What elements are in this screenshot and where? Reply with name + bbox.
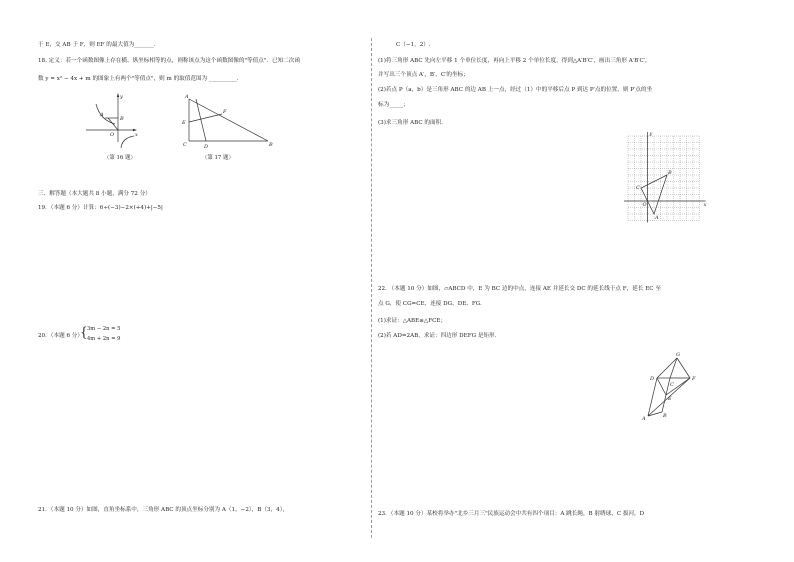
- q21-part3: (3)求三角形 ABC 的面积.: [378, 120, 443, 126]
- fig16-caption: （第 16 题）: [104, 155, 136, 161]
- figure-16: [82, 92, 142, 154]
- fig22-label-b: B: [663, 413, 667, 419]
- fig16-label-o: O: [110, 132, 115, 138]
- q23-text: 23．（本题 10 分）某校将举办"北乡三月三"民族运动会中共有四个项目：A 跳长绳，B 射绣球，C 拔河，D: [378, 511, 645, 517]
- fig16-x-arrow: [133, 129, 137, 131]
- fig22-label-d: D: [650, 376, 655, 382]
- fig22-segment-gf: [677, 358, 690, 378]
- fig16-curve-right: [121, 136, 134, 148]
- fig17-label-f: F: [223, 109, 227, 115]
- fig22-label-a: A: [642, 416, 646, 422]
- fig22-label-f: F: [692, 376, 696, 382]
- fig16-segment-oa: [108, 118, 118, 130]
- q18-line2: 数 y = x² − 4x + m 的图象上有两个"等值点"，则 m 的取值范围为 __________.: [38, 76, 239, 82]
- fig16-label-x: x: [135, 132, 138, 138]
- q20-brace: {: [80, 324, 88, 340]
- grid-label-b: B: [668, 170, 672, 176]
- section-3-heading: 三、解答题（本大题共 8 小题，满分 72 分）: [38, 191, 151, 197]
- q20-eq1: 3m − 2n = 5: [87, 326, 121, 332]
- grid-label-x: x: [703, 202, 707, 208]
- q22-part1: (1)求证：△ABE≌△FCE；: [378, 318, 447, 324]
- q21-part2-line2: 标为_____；: [378, 102, 409, 108]
- q22-part2: (2)若 AD=2AB，求证：四边形 DEFG 是矩形.: [378, 333, 497, 339]
- figure-22: [640, 350, 704, 420]
- q22-line2: 点 G，使 CG=CE，连接 DG、DE、FG.: [378, 301, 482, 307]
- q21-text: 21．（本题 10 分）如图，直角坐标系中，三角形 ABC 的顶点坐标分别为 A（1，−2），B（3，4），: [38, 507, 289, 513]
- q18-line1: 18. 定义：若一个函数图像上存在横、纵坐标相等的点，则称该点为这个函数图像的"等值点"．已知二次函: [38, 58, 300, 64]
- figure-17: [178, 94, 278, 150]
- fig16-y-arrow: [117, 93, 119, 97]
- fig16-label-a: A: [100, 112, 104, 118]
- grid-label-a: A: [655, 215, 659, 221]
- grid-label-y: y: [649, 131, 653, 137]
- q19-text: 19．（本题 6 分）计算：6÷(−3)−2×(+4)+|−5|: [38, 205, 163, 211]
- q21-part2-line1: (2)若点 P（a，b）是三角形 ABC 的边 AB 上一点，经过（1）中的平移后点 P 到达 P′点的位置，则 P′点的坐: [378, 87, 653, 93]
- fig22-label-c: C: [670, 382, 674, 388]
- q21-c-coordinate: C（−1，2）.: [396, 42, 431, 48]
- fig16-label-y: y: [120, 94, 123, 100]
- fig17-segment-ef: [189, 114, 222, 122]
- grid-label-o: O: [642, 202, 647, 208]
- q22-line1: 22. （本题 10 分）如图，▱ABCD 中，E 为 BC 边的中点，连接 AE 并延长交 DC 的延长线于点 F，延长 EC 至: [378, 286, 661, 292]
- fig16-curve-left: [96, 104, 115, 124]
- fig17-label-b: B: [269, 142, 273, 148]
- q21-part1-line1: (1)将三角形 ABC 先向左平移 1 个单位长度，再向上平移 2 个单位长度，得到△A′B′C′，画出三角形 A′B′C′，: [378, 58, 651, 64]
- fig17-label-d: D: [204, 144, 209, 150]
- fig22-segment-dg: [657, 358, 677, 378]
- fig16-label-b: B: [120, 116, 124, 122]
- q21-coordinate-grid: [618, 132, 710, 232]
- column-divider: [371, 38, 372, 538]
- fig22-segment-cg: [670, 358, 677, 378]
- grid-label-c: C: [636, 185, 640, 191]
- fig17-caption: （第 17 题）: [202, 155, 234, 161]
- fig22-label-g: G: [676, 352, 680, 358]
- fig22-segment-de: [657, 378, 666, 395]
- fig17-label-e: E: [182, 120, 186, 126]
- fig17-label-a: A: [185, 94, 189, 100]
- q20-eq2: 4m + 2n = 9: [87, 336, 121, 342]
- fig22-label-e: E: [668, 396, 672, 402]
- fig22-side-da: [648, 378, 657, 416]
- q20-prefix: 20．（本题 6 分）: [38, 333, 83, 339]
- fig17-label-c: C: [183, 142, 187, 148]
- q17-tail-text: 于 E，交 AB 于 F，则 EF 的最大值为_______.: [38, 42, 156, 48]
- q21-part1-line2: 并写出三个顶点 A′，B′，C′的坐标；: [378, 72, 469, 78]
